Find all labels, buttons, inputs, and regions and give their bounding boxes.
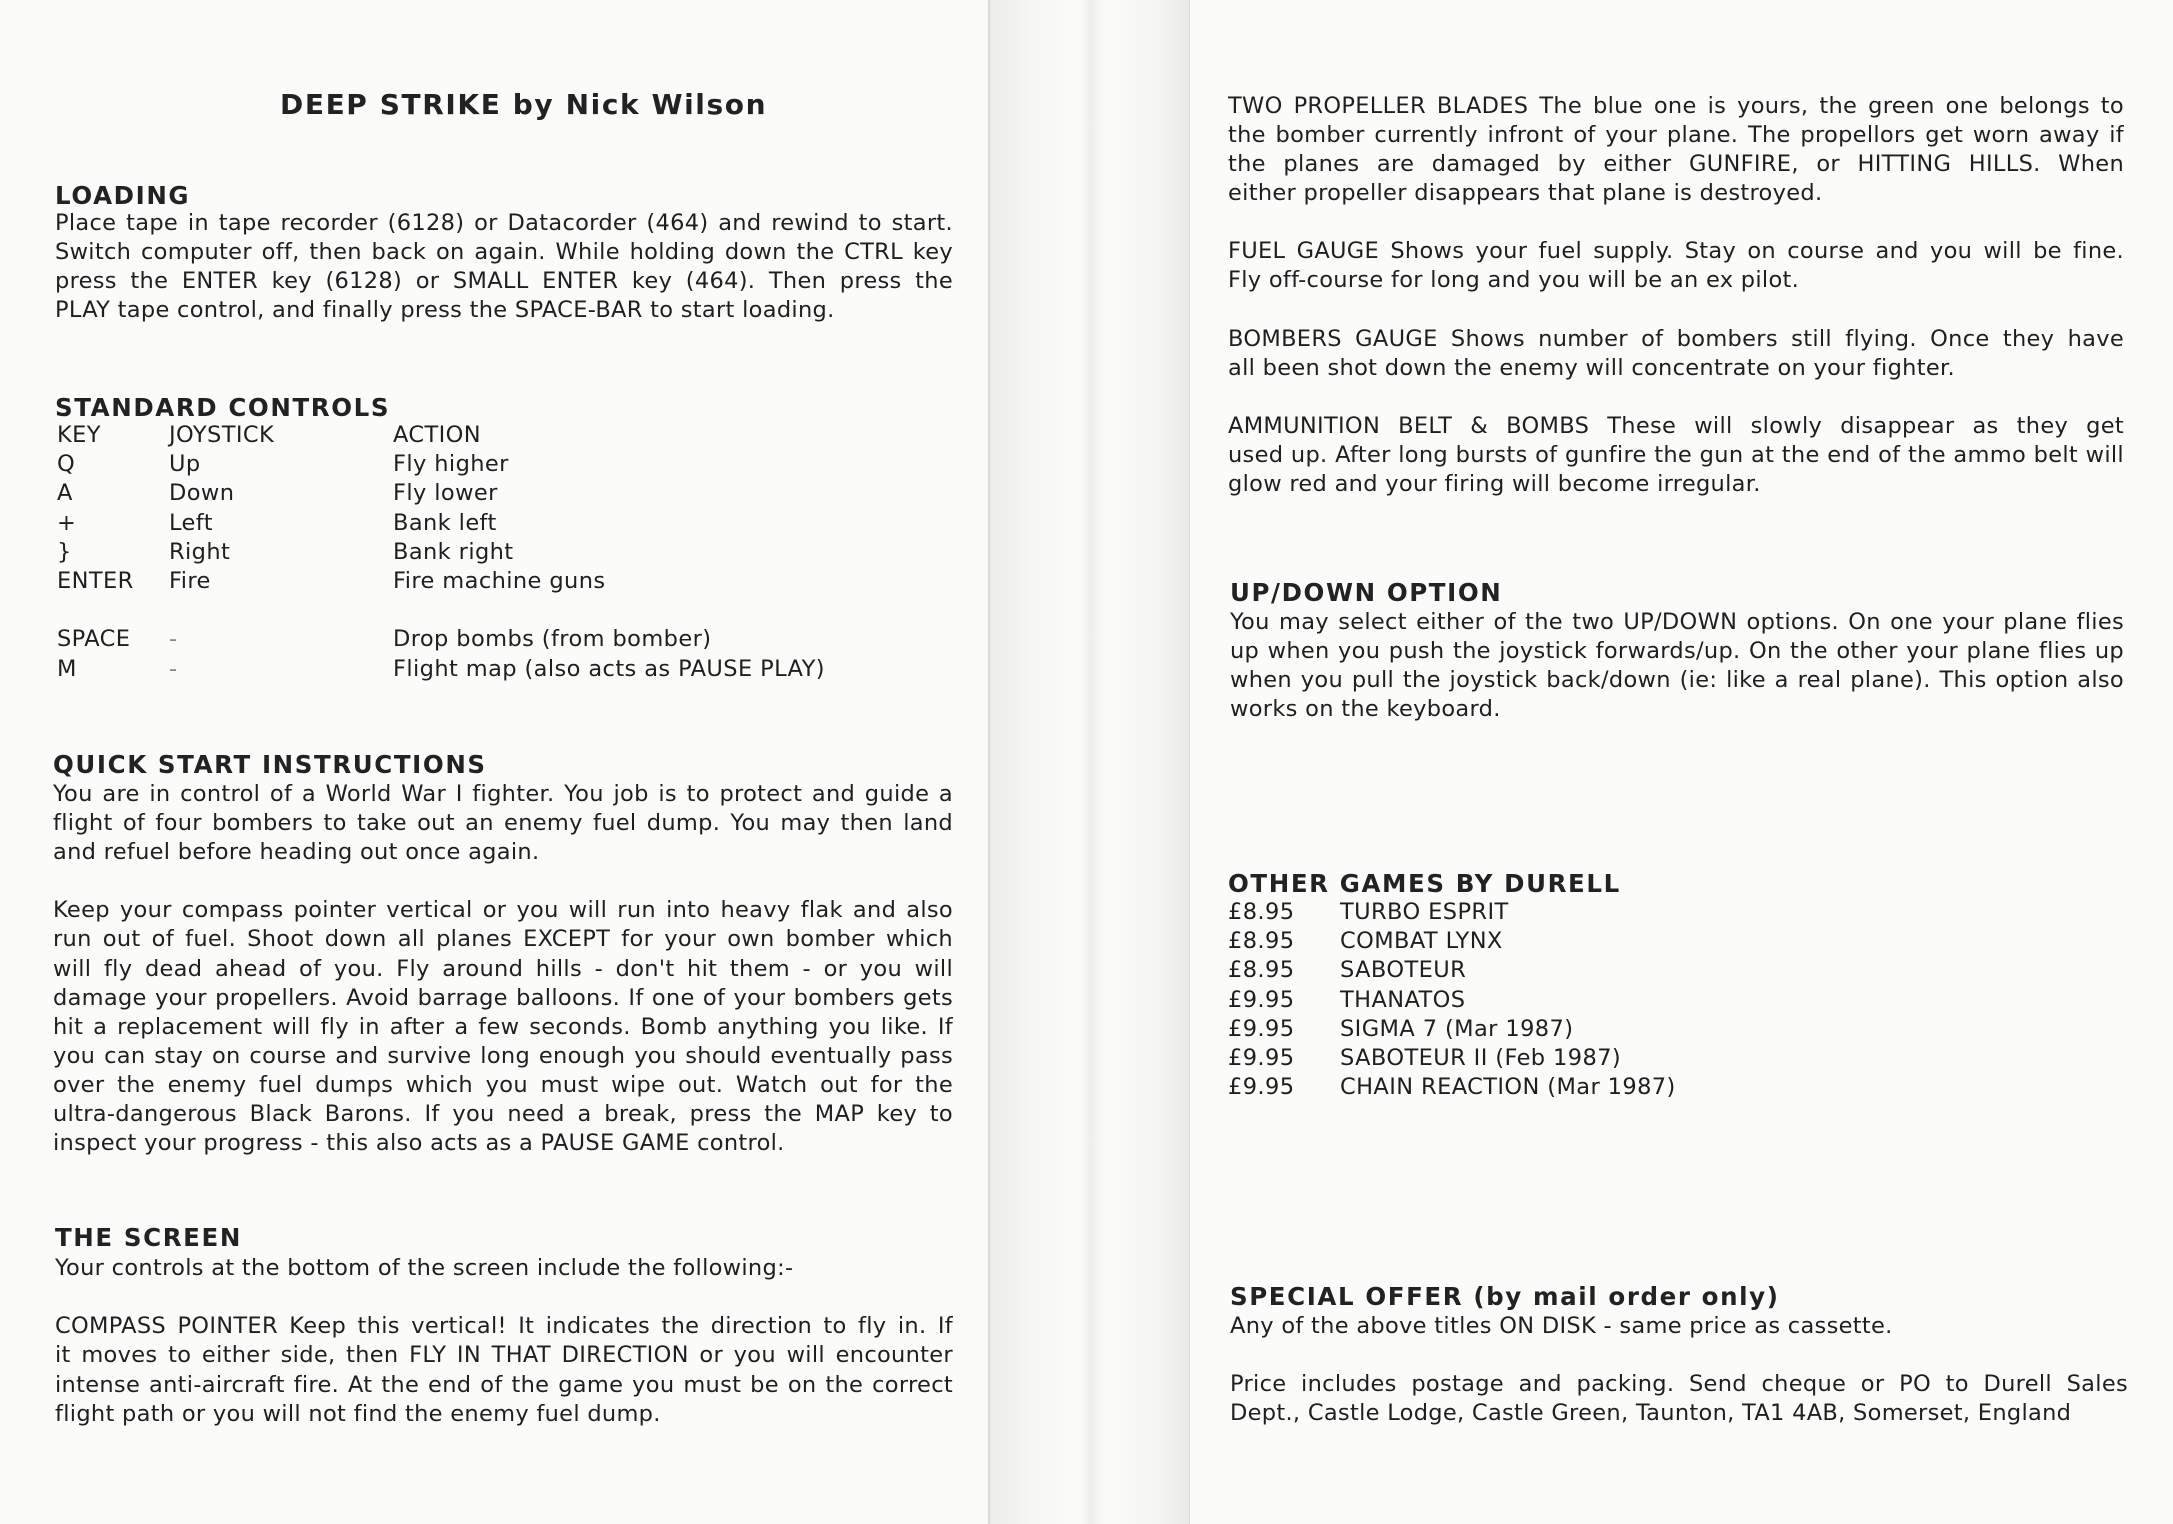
propeller-line: TWO PROPELLER BLADES The blue one is yours, the green one belongs to [1228, 93, 2124, 119]
table-row [57, 509, 917, 538]
updown-heading: UP/DOWN OPTION [1230, 578, 1503, 607]
updown-line: up when you push the joystick forwards/up. On the other your plane flies up [1230, 638, 2124, 664]
quickstart-line: will fly dead ahead of you. Fly around hills - don't hit them - or you will [53, 956, 953, 982]
col-action-header: ACTION [393, 422, 482, 448]
table-row [57, 538, 917, 567]
quickstart-line: You are in control of a World War I fighter. You job is to protect and guide a [53, 781, 953, 807]
quickstart-line: Keep your compass pointer vertical or you will run into heavy flak and also [53, 897, 953, 923]
key-cell: SPACE [57, 626, 131, 653]
table-row [57, 655, 917, 684]
joystick-cell: Fire [169, 567, 211, 594]
updown-line: when you pull the joystick back/down (ie: like a real plane). This option also [1230, 667, 2124, 693]
game-title: THANATOS [1340, 986, 1466, 1013]
key-cell: + [57, 509, 77, 536]
special-offer-line: Any of the above titles ON DISK - same price as cassette. [1230, 1313, 1893, 1339]
quickstart-line: run out of fuel. Shoot down all planes EXCEPT for your own bomber which [53, 926, 953, 952]
screen-intro: Your controls at the bottom of the screen include the following:- [55, 1255, 794, 1281]
controls-heading: STANDARD CONTROLS [55, 393, 391, 422]
joystick-cell: Right [169, 538, 231, 565]
list-item [1228, 898, 1928, 927]
joystick-cell: - [169, 626, 178, 653]
quickstart-line: ultra-dangerous Black Barons. If you need a break, press the MAP key to [53, 1101, 953, 1127]
action-cell: Bank right [393, 538, 514, 565]
page-fold [990, 0, 1190, 1524]
price-cell: £8.95 [1228, 899, 1295, 925]
fold-crease-left [988, 0, 990, 1524]
game-title: SABOTEUR II (Feb 1987) [1340, 1044, 1622, 1071]
price-cell: £9.95 [1228, 1015, 1295, 1042]
action-cell: Drop bombs (from bomber) [393, 626, 712, 653]
joystick-cell: - [169, 655, 178, 682]
price-cell: £8.95 [1228, 957, 1295, 984]
game-title: TURBO ESPRIT [1340, 899, 1509, 925]
controls-table [57, 421, 917, 684]
game-title: CHAIN REACTION (Mar 1987) [1340, 1074, 1676, 1101]
joystick-cell: Left [169, 509, 213, 536]
propeller-line: the bomber currently infront of your plane. The propellors get worn away if [1228, 122, 2124, 148]
key-cell: Q [57, 451, 76, 478]
action-cell: Fly higher [393, 451, 509, 478]
action-cell: Flight map (also acts as PAUSE PLAY) [393, 655, 825, 682]
quickstart-line: over the enemy fuel dumps which you must wipe out. Watch out for the [53, 1072, 953, 1098]
bombers-line: all been shot down the enemy will concentrate on your fighter. [1228, 355, 1955, 381]
table-row [57, 567, 917, 596]
other-games-heading: OTHER GAMES BY DURELL [1228, 869, 1621, 898]
list-item [1228, 1015, 1928, 1044]
quickstart-line: inspect your progress - this also acts as a PAUSE GAME control. [53, 1130, 785, 1156]
action-cell: Fire machine guns [393, 567, 606, 594]
col-joystick-header: JOYSTICK [169, 422, 275, 448]
price-cell: £8.95 [1228, 928, 1295, 955]
ammo-line: used up. After long bursts of gunfire the gun at the end of the ammo belt will [1228, 442, 2124, 468]
price-info-line: Dept., Castle Lodge, Castle Green, Taunton, TA1 4AB, Somerset, England [1230, 1400, 2072, 1426]
compass-line: COMPASS POINTER Keep this vertical! It indicates the direction to fly in. If [55, 1313, 953, 1339]
compass-line: flight path or you will not find the enemy fuel dump. [55, 1401, 661, 1427]
list-item [1228, 986, 1928, 1015]
price-cell: £9.95 [1228, 1044, 1295, 1071]
loading-line: PLAY tape control, and finally press the SPACE-BAR to start loading. [55, 297, 835, 323]
screen-heading: THE SCREEN [55, 1223, 242, 1252]
fuel-line: FUEL GAUGE Shows your fuel supply. Stay on course and you will be fine. [1228, 238, 2124, 264]
price-info-line: Price includes postage and packing. Send cheque or PO to Durell Sales [1230, 1371, 2128, 1397]
price-cell: £9.95 [1228, 986, 1295, 1013]
game-title: COMBAT LYNX [1340, 928, 1503, 955]
fuel-line: Fly off-course for long and you will be an ex pilot. [1228, 267, 1800, 293]
quickstart-line: hit a replacement will fly in after a few seconds. Bomb anything you like. If [53, 1014, 953, 1040]
updown-line: works on the keyboard. [1230, 696, 1501, 722]
controls-header-row [57, 421, 917, 450]
game-title: SIGMA 7 (Mar 1987) [1340, 1015, 1574, 1042]
key-cell: A [57, 480, 73, 507]
compass-line: it moves to either side, then FLY IN THAT DIRECTION or you will encounter [55, 1342, 953, 1368]
list-item [1228, 927, 1928, 956]
table-row [57, 479, 917, 508]
list-item [1228, 1073, 1928, 1102]
loading-line: Switch computer off, then back on again. While holding down the CTRL key [55, 239, 953, 265]
other-games-list [1228, 898, 1928, 1102]
bombers-line: BOMBERS GAUGE Shows number of bombers still flying. Once they have [1228, 326, 2124, 352]
game-title: SABOTEUR [1340, 957, 1467, 984]
key-cell: M [57, 655, 77, 682]
ammo-line: AMMUNITION BELT & BOMBS These will slowly disappear as they get [1228, 413, 2124, 439]
quickstart-line: and refuel before heading out once again. [53, 839, 540, 865]
loading-heading: LOADING [55, 181, 191, 210]
document-title: DEEP STRIKE by Nick Wilson [280, 88, 768, 121]
col-key-header: KEY [57, 422, 101, 448]
key-cell: ENTER [57, 567, 134, 594]
ammo-line: glow red and your firing will become irregular. [1228, 471, 1761, 497]
special-offer-heading: SPECIAL OFFER (by mail order only) [1230, 1282, 1780, 1311]
loading-line: press the ENTER key (6128) or SMALL ENTER key (464). Then press the [55, 268, 953, 294]
propeller-line: the planes are damaged by either GUNFIRE, or HITTING HILLS. When [1228, 151, 2124, 177]
table-row [57, 450, 917, 479]
list-item [1228, 956, 1928, 985]
table-row [57, 625, 917, 654]
key-cell: } [57, 538, 72, 565]
price-cell: £9.95 [1228, 1074, 1295, 1101]
propeller-line: either propeller disappears that plane is destroyed. [1228, 180, 1823, 206]
updown-line: You may select either of the two UP/DOWN options. On one your plane flies [1230, 609, 2124, 635]
quickstart-line: flight of four bombers to take out an enemy fuel dump. You may then land [53, 810, 953, 836]
joystick-cell: Down [169, 480, 235, 507]
quickstart-line: damage your propellers. Avoid barrage balloons. If one of your bombers gets [53, 985, 953, 1011]
action-cell: Bank left [393, 509, 497, 536]
action-cell: Fly lower [393, 480, 498, 507]
compass-line: intense anti-aircraft fire. At the end of the game you must be on the correct [55, 1372, 953, 1398]
joystick-cell: Up [169, 451, 201, 478]
quickstart-heading: QUICK START INSTRUCTIONS [53, 750, 487, 779]
quickstart-line: you can stay on course and survive long enough you should eventually pass [53, 1043, 953, 1069]
loading-line: Place tape in tape recorder (6128) or Datacorder (464) and rewind to start. [55, 210, 953, 236]
list-item [1228, 1044, 1928, 1073]
